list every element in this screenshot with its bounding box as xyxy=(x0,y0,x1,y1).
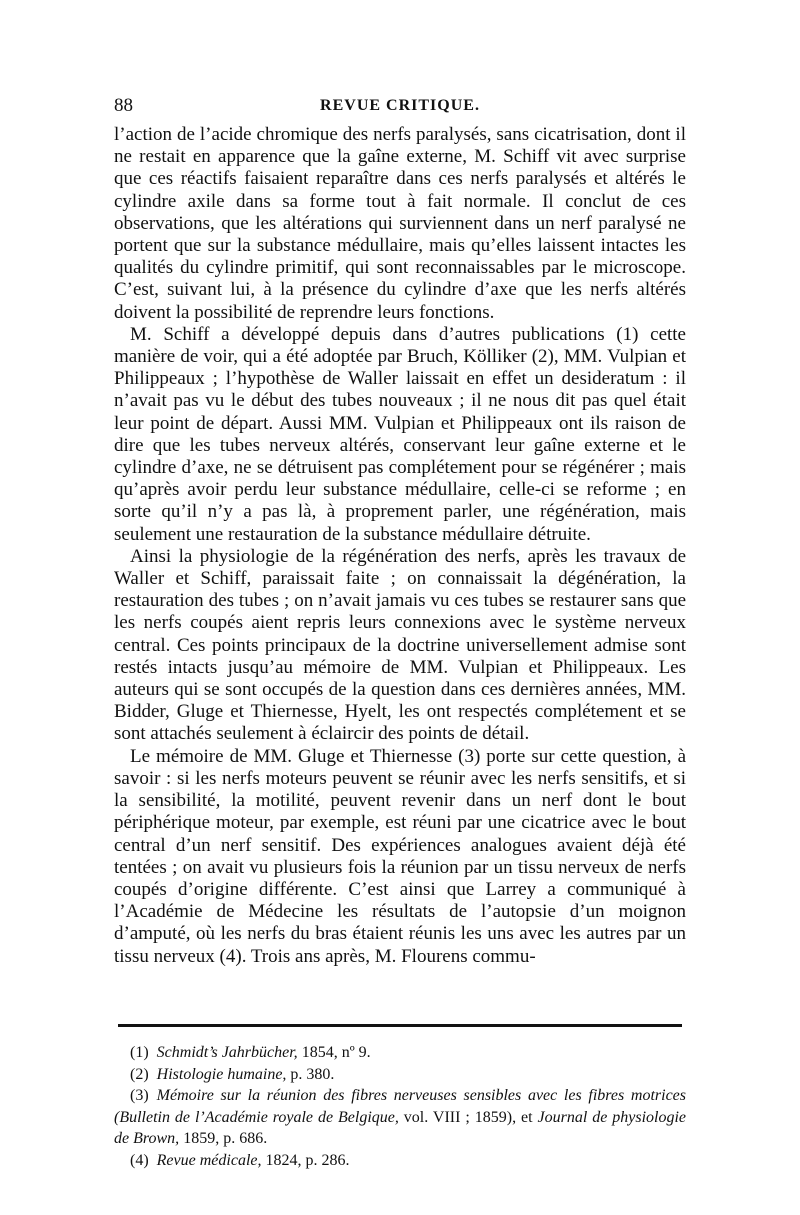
footnotes xyxy=(114,1042,686,1171)
running-head: REVUE CRITIQUE. xyxy=(320,97,480,114)
footnote-4 xyxy=(114,1150,686,1172)
footnote-reference-secondary: Journal de physiologie de Brown, xyxy=(114,1108,687,1147)
paragraph-continuation: l’action de l’acide chromique des nerfs paralysés, sans cicatrisation, dont il ne restait en apparence que la gaîne externe, M. Schiff vit avec surprise que ces réactifs faisaient reparaître dans ces nerfs paralysés et altérés le cylindre axile dans sa forme tout à fait normale. Il conclut de ces observations, que les altérations qui surviennent dans un nerf paralysé ne portent que sur la substance médullaire, mais qu’elles laissent intactes les qualités du cylindre primitif, qui sont reconnaissables par le microscope. C’est, suivant lui, à la présence du cylindre d’axe que les nerfs altérés doivent la possibilité de reprendre leurs fonctions. xyxy=(114,124,686,323)
footnote-reference: Revue médicale, xyxy=(156,1151,262,1169)
paragraph-schiff: M. Schiff a développé depuis dans d’autres publications (1) cette manière de voir, qui a été adoptée par Bruch, Kölliker (2), MM. Vulpian et Philippeaux ; l’hypothèse de Waller laissait en effet un desideratum : il n’avait pas vu le début des tubes nouveaux ; il ne nous dit pas quel était leur point de départ. Aussi MM. Vulpian et Philippeaux ont ils raison de dire que les tubes nerveux altérés, conservant leur gaîne externe et le cylindre d’axe, ne se détruisent pas complétement pour se régénérer ; mais qu’après avoir perdu leur substance médullaire, celle-ci se reforme ; en sorte qu’il n’y a pas là, à proprement parler, une régénération, mais seulement une restauration de la substance médullaire détruite. xyxy=(114,323,686,545)
footnote-details-secondary: 1859, p. 686. xyxy=(179,1130,268,1147)
footnote-rule xyxy=(118,1024,682,1027)
footnote-1 xyxy=(114,1042,686,1064)
footnote-number: (3) xyxy=(130,1087,149,1104)
footnote-2 xyxy=(114,1064,686,1086)
page-header xyxy=(114,94,686,118)
footnote-number: (2) xyxy=(130,1065,149,1083)
footnote-reference: Schmidt’s Jahrbücher, xyxy=(156,1044,298,1061)
main-text xyxy=(114,124,686,968)
footnote-details: vol. VIII ; 1859), et xyxy=(398,1108,538,1126)
footnote-number: (1) xyxy=(130,1044,149,1061)
footnote-details: 1854, nº 9. xyxy=(297,1044,371,1061)
page-number: 88 xyxy=(114,95,133,116)
footnote-details: p. 380. xyxy=(286,1065,335,1083)
paragraph-physiology: Ainsi la physiologie de la régénération des nerfs, après les travaux de Waller et Schiff, paraissait faite ; on connaissait la dégénération, la restauration des tubes ; on n’avait jamais vu ces tubes se restaurer sans que les nerfs coupés aient repris leurs connexions avec le système nerveux central. Ces points principaux de la doctrine universellement admise sont restés intacts jusqu’au mémoire de MM. Vulpian et Philippeaux. Les auteurs qui se sont occupés de la question dans ces dernières années, MM. Bidder, Gluge et Thiernesse, Hyelt, les ont respectés complétement et se sont attachés seulement à éclaircir des points de détail. xyxy=(114,545,686,745)
paragraph-gluge-thiernesse: Le mémoire de MM. Gluge et Thiernesse (3) porte sur cette question, à savoir : si les nerfs moteurs peuvent se réunir avec les nerfs sensitifs, et si la sensibilité, la motilité, peuvent revenir dans un nerf dont le bout périphérique moteur, par exemple, est réuni par une cicatrice avec le bout central d’un nerf sensitif. Des expériences analogues avaient déjà été tentées ; on avait vu plusieurs fois la réunion par un tissu nerveux de nerfs coupés d’origine différente. C’est ainsi que Larrey a communiqué à l’Académie de Médecine les résultats de l’autopsie d’un moignon d’amputé, où les nerfs du bras étaient réunis les uns avec les autres par un tissu nerveux (4). Trois ans après, M. Flourens commu- xyxy=(114,745,686,967)
footnote-reference: Histologie humaine, xyxy=(156,1065,287,1083)
footnote-details: 1824, p. 286. xyxy=(261,1151,350,1169)
footnote-3 xyxy=(114,1085,686,1150)
footnote-reference: Mémoire sur la réunion des fibres nerveuses sensibles avec les fibres motrices (Bulletin de l’Académie royale de Belgique, xyxy=(114,1087,686,1126)
footnote-number: (4) xyxy=(130,1151,149,1169)
